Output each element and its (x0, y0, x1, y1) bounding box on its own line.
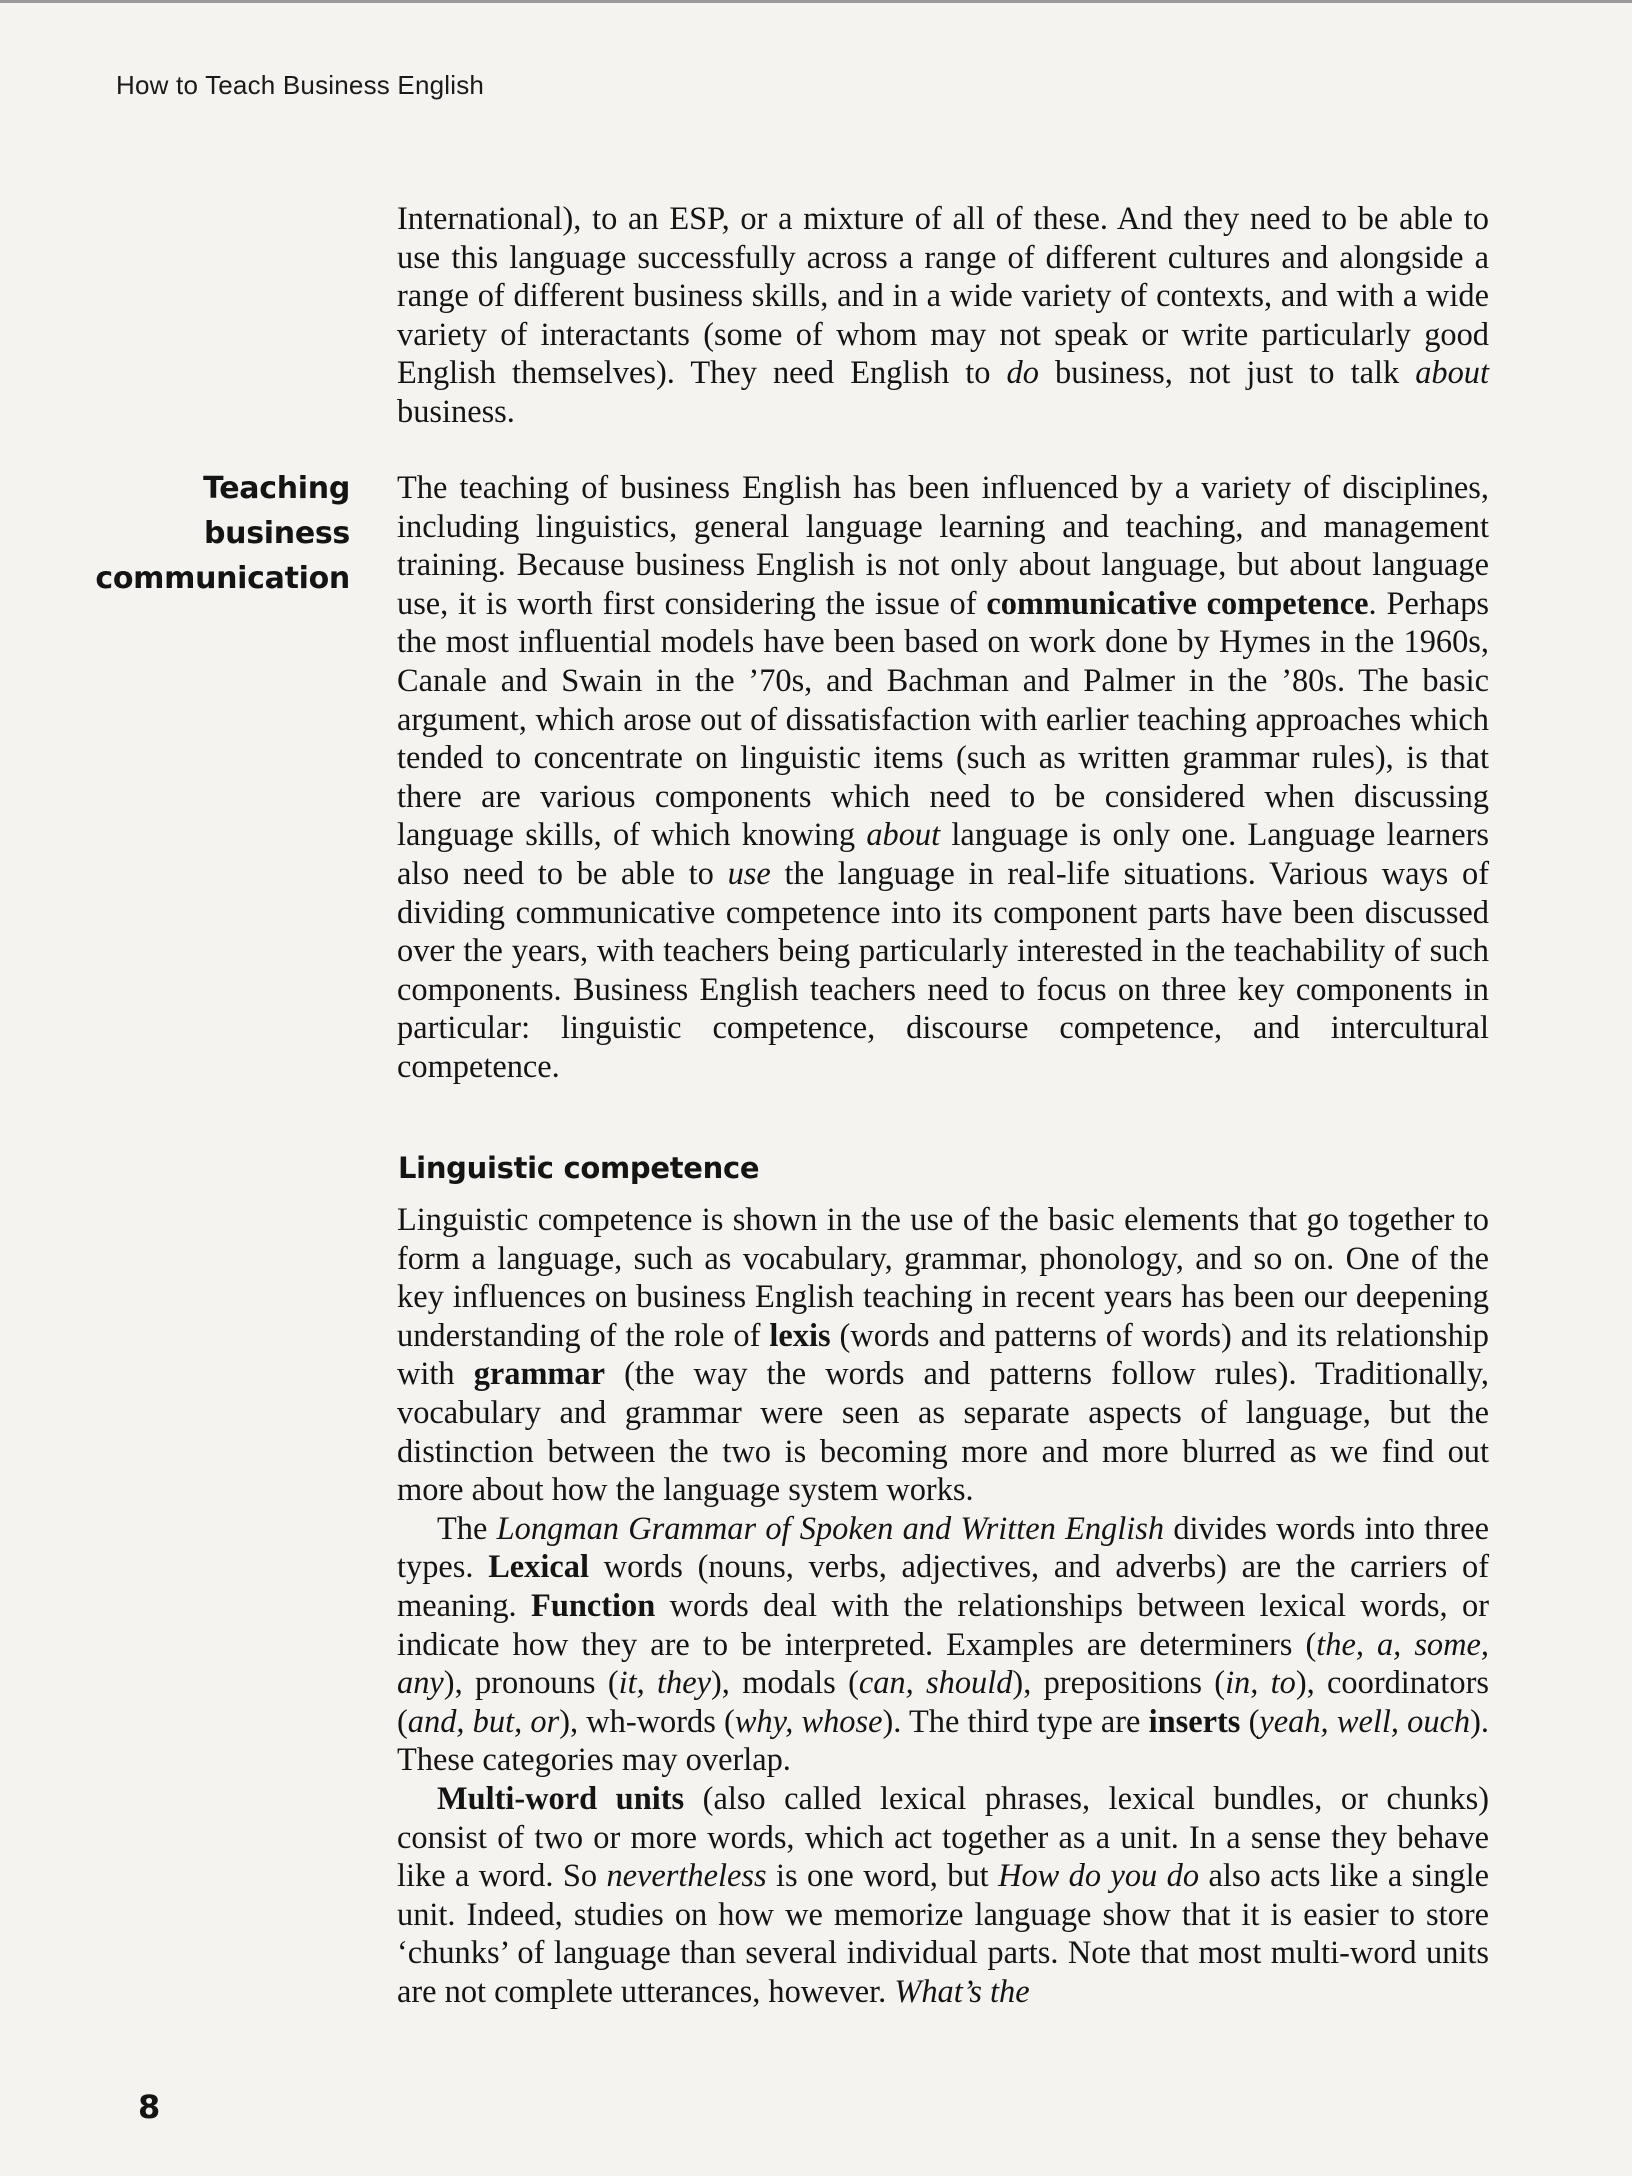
subsection-body (397, 1201, 1489, 2011)
section-heading-line: Teaching (203, 471, 350, 506)
intro-paragraph (397, 200, 1489, 432)
paragraph: The teaching of business English has been influenced by a variety of disciplines, including linguistics, general language learning and teaching, and management training. Because business English is not only about language, but about language use, it is worth first considering the issue of communicative competence. Perhaps the most influential models have been based on work done by Hymes in the 1960s, Canale and Swain in the ’70s, and Bachman and Palmer in the ’80s. The basic argument, which arose out of dissatisfaction with earlier teaching approaches which tended to concentrate on linguistic items (such as written grammar rules), is that there are various components which need to be considered when discussing language skills, of which knowing about language is only one. Language learners also need to be able to use the language in real-life situations. Various ways of dividing communicative competence into its component parts have been discussed over the years, with teachers being particularly interested in the teachability of such components. Business English teachers need to focus on three key components in particular: linguistic competence, discourse competence, and intercultural competence. (397, 470, 1490, 1085)
paragraph: The Longman Grammar of Spoken and Written English divides words into three types. Lexical words (nouns, verbs, adjectives, and adverbs) are the carriers of meaning. Function words deal with the relationships between lexical words, or indicate how they are to be interpreted. Examples are determiners (the, a, some, any), pronouns (it, they), modals (can, should), prepositions (in, to), coordinators (and, but, or), wh-words (why, whose). The third type are inserts (yeah, well, ouch). These categories may overlap. (397, 1510, 1490, 1779)
subsection-heading: Linguistic competence (398, 1151, 760, 1185)
top-rule (0, 0, 1632, 3)
paragraph: Multi-word units (also called lexical phrases, lexical bundles, or chunks) consist of two or more words, which act together as a unit. In a sense they behave like a word. So nevertheless is one word, but How do you do also acts like a single unit. Indeed, studies on how we memorize language show that it is easier to store ‘chunks’ of language than several individual parts. Note that most multi-word units are not complete utterances, however. What’s the (397, 1780, 1490, 2010)
paragraph: International), to an ESP, or a mixture of all of these. And they need to be able to use this language successfully across a range of different cultures and alongside a range of different business skills, and in a wide variety of contexts, and with a wide variety of interactants (some of whom may not speak or write particularly good English themselves). They need English to do business, not just to talk about business. (397, 201, 1489, 430)
running-head: How to Teach Business English (116, 70, 485, 100)
page-number: 8 (138, 2088, 161, 2126)
section-body (397, 469, 1489, 1087)
paragraph: Linguistic competence is shown in the use of the basic elements that go together to form a language, such as vocabulary, grammar, phonology, and so on. One of the key influences on business English teaching in recent years has been our deepening understanding of the role of lexis (words and patterns of words) and its relationship with grammar (the way the words and patterns follow rules). Traditionally, vocabulary and grammar were seen as separate aspects of language, but the distinction between the two is becoming more and more blurred as we find out more about how the language system works. (397, 1202, 1490, 1509)
section-heading-line: communication (95, 561, 350, 596)
section-heading-line: business (204, 516, 350, 551)
section-heading (40, 466, 350, 601)
